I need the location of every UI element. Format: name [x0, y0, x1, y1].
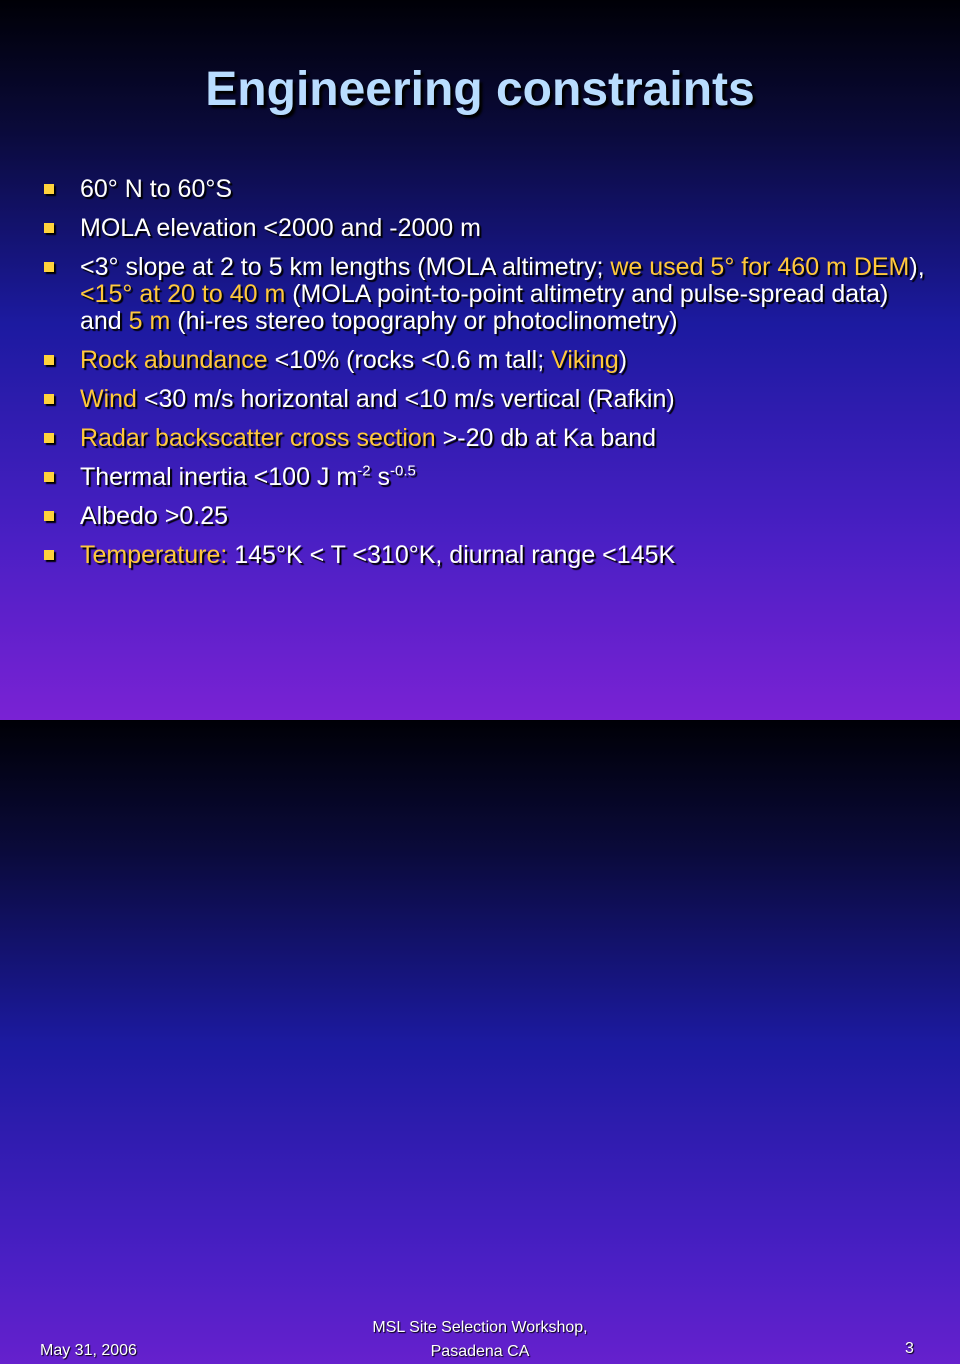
- square-bullet-icon: [44, 433, 54, 443]
- bullet-text: (MOLA point-to-point altimetry and pulse-spread data) and: [80, 280, 889, 335]
- square-bullet-icon: [44, 184, 54, 194]
- square-bullet-icon: [44, 550, 54, 560]
- bullet-text: >-20 db at Ka band: [435, 424, 657, 452]
- square-bullet-icon: [44, 394, 54, 404]
- highlighted-text: <15° at 20 to 40 m: [80, 280, 286, 308]
- page-number: 3: [905, 1340, 914, 1357]
- bullet-item: [40, 425, 930, 452]
- bullet-text: Thermal inertia <100 J m: [80, 463, 358, 491]
- highlighted-text: we used 5° for 460 m DEM: [610, 253, 910, 281]
- slide-title: Engineering constraints: [205, 63, 755, 116]
- bullet-text: (hi-res stereo topography or photoclinometry): [170, 307, 678, 335]
- square-bullet-icon: [44, 472, 54, 482]
- square-bullet-icon: [44, 511, 54, 521]
- bullet-text: -0.5: [390, 462, 416, 480]
- bullet-item: [40, 347, 930, 374]
- footer-event: [300, 1316, 660, 1364]
- bullet-item: [40, 254, 930, 335]
- bullet-text: 60° N to 60°S: [80, 175, 233, 203]
- bullet-item: [40, 386, 930, 413]
- highlighted-text: Radar backscatter cross section: [80, 424, 436, 452]
- highlighted-text: 5 m: [128, 307, 171, 335]
- square-bullet-icon: [44, 355, 54, 365]
- bullet-text: <10% (rocks <0.6 m tall;: [267, 346, 552, 374]
- bullet-text: Albedo >0.25: [80, 502, 229, 530]
- bullet-list: [40, 176, 930, 581]
- footer-event-line2: Pasadena CA: [430, 1343, 530, 1360]
- bullet-item: [40, 503, 930, 530]
- bullet-text: ),: [909, 253, 925, 281]
- highlighted-text: Wind: [80, 385, 137, 413]
- highlighted-text: Temperature:: [80, 541, 228, 569]
- footer-event-line1: MSL Site Selection Workshop,: [372, 1319, 588, 1336]
- bullet-text: ): [618, 346, 628, 374]
- highlighted-text: Rock abundance: [80, 346, 268, 374]
- bullet-text: -2: [357, 462, 371, 480]
- bullet-text: 145°K < T <310°K, diurnal range <145K: [227, 541, 676, 569]
- bullet-text: <30 m/s horizontal and <10 m/s vertical (Rafkin): [136, 385, 675, 413]
- bullet-text: MOLA elevation <2000 and -2000 m: [80, 214, 481, 242]
- bullet-text: s: [370, 463, 390, 491]
- footer-date: May 31, 2006: [40, 1342, 137, 1359]
- footer: [0, 660, 960, 1360]
- square-bullet-icon: [44, 223, 54, 233]
- bullet-text: <3° slope at 2 to 5 km lengths (MOLA altimetry;: [80, 253, 611, 281]
- square-bullet-icon: [44, 262, 54, 272]
- highlighted-text: Viking: [551, 346, 619, 374]
- bullet-item: [40, 176, 930, 203]
- bullet-item: [40, 215, 930, 242]
- bullet-item: [40, 542, 930, 569]
- bullet-item: [40, 464, 930, 491]
